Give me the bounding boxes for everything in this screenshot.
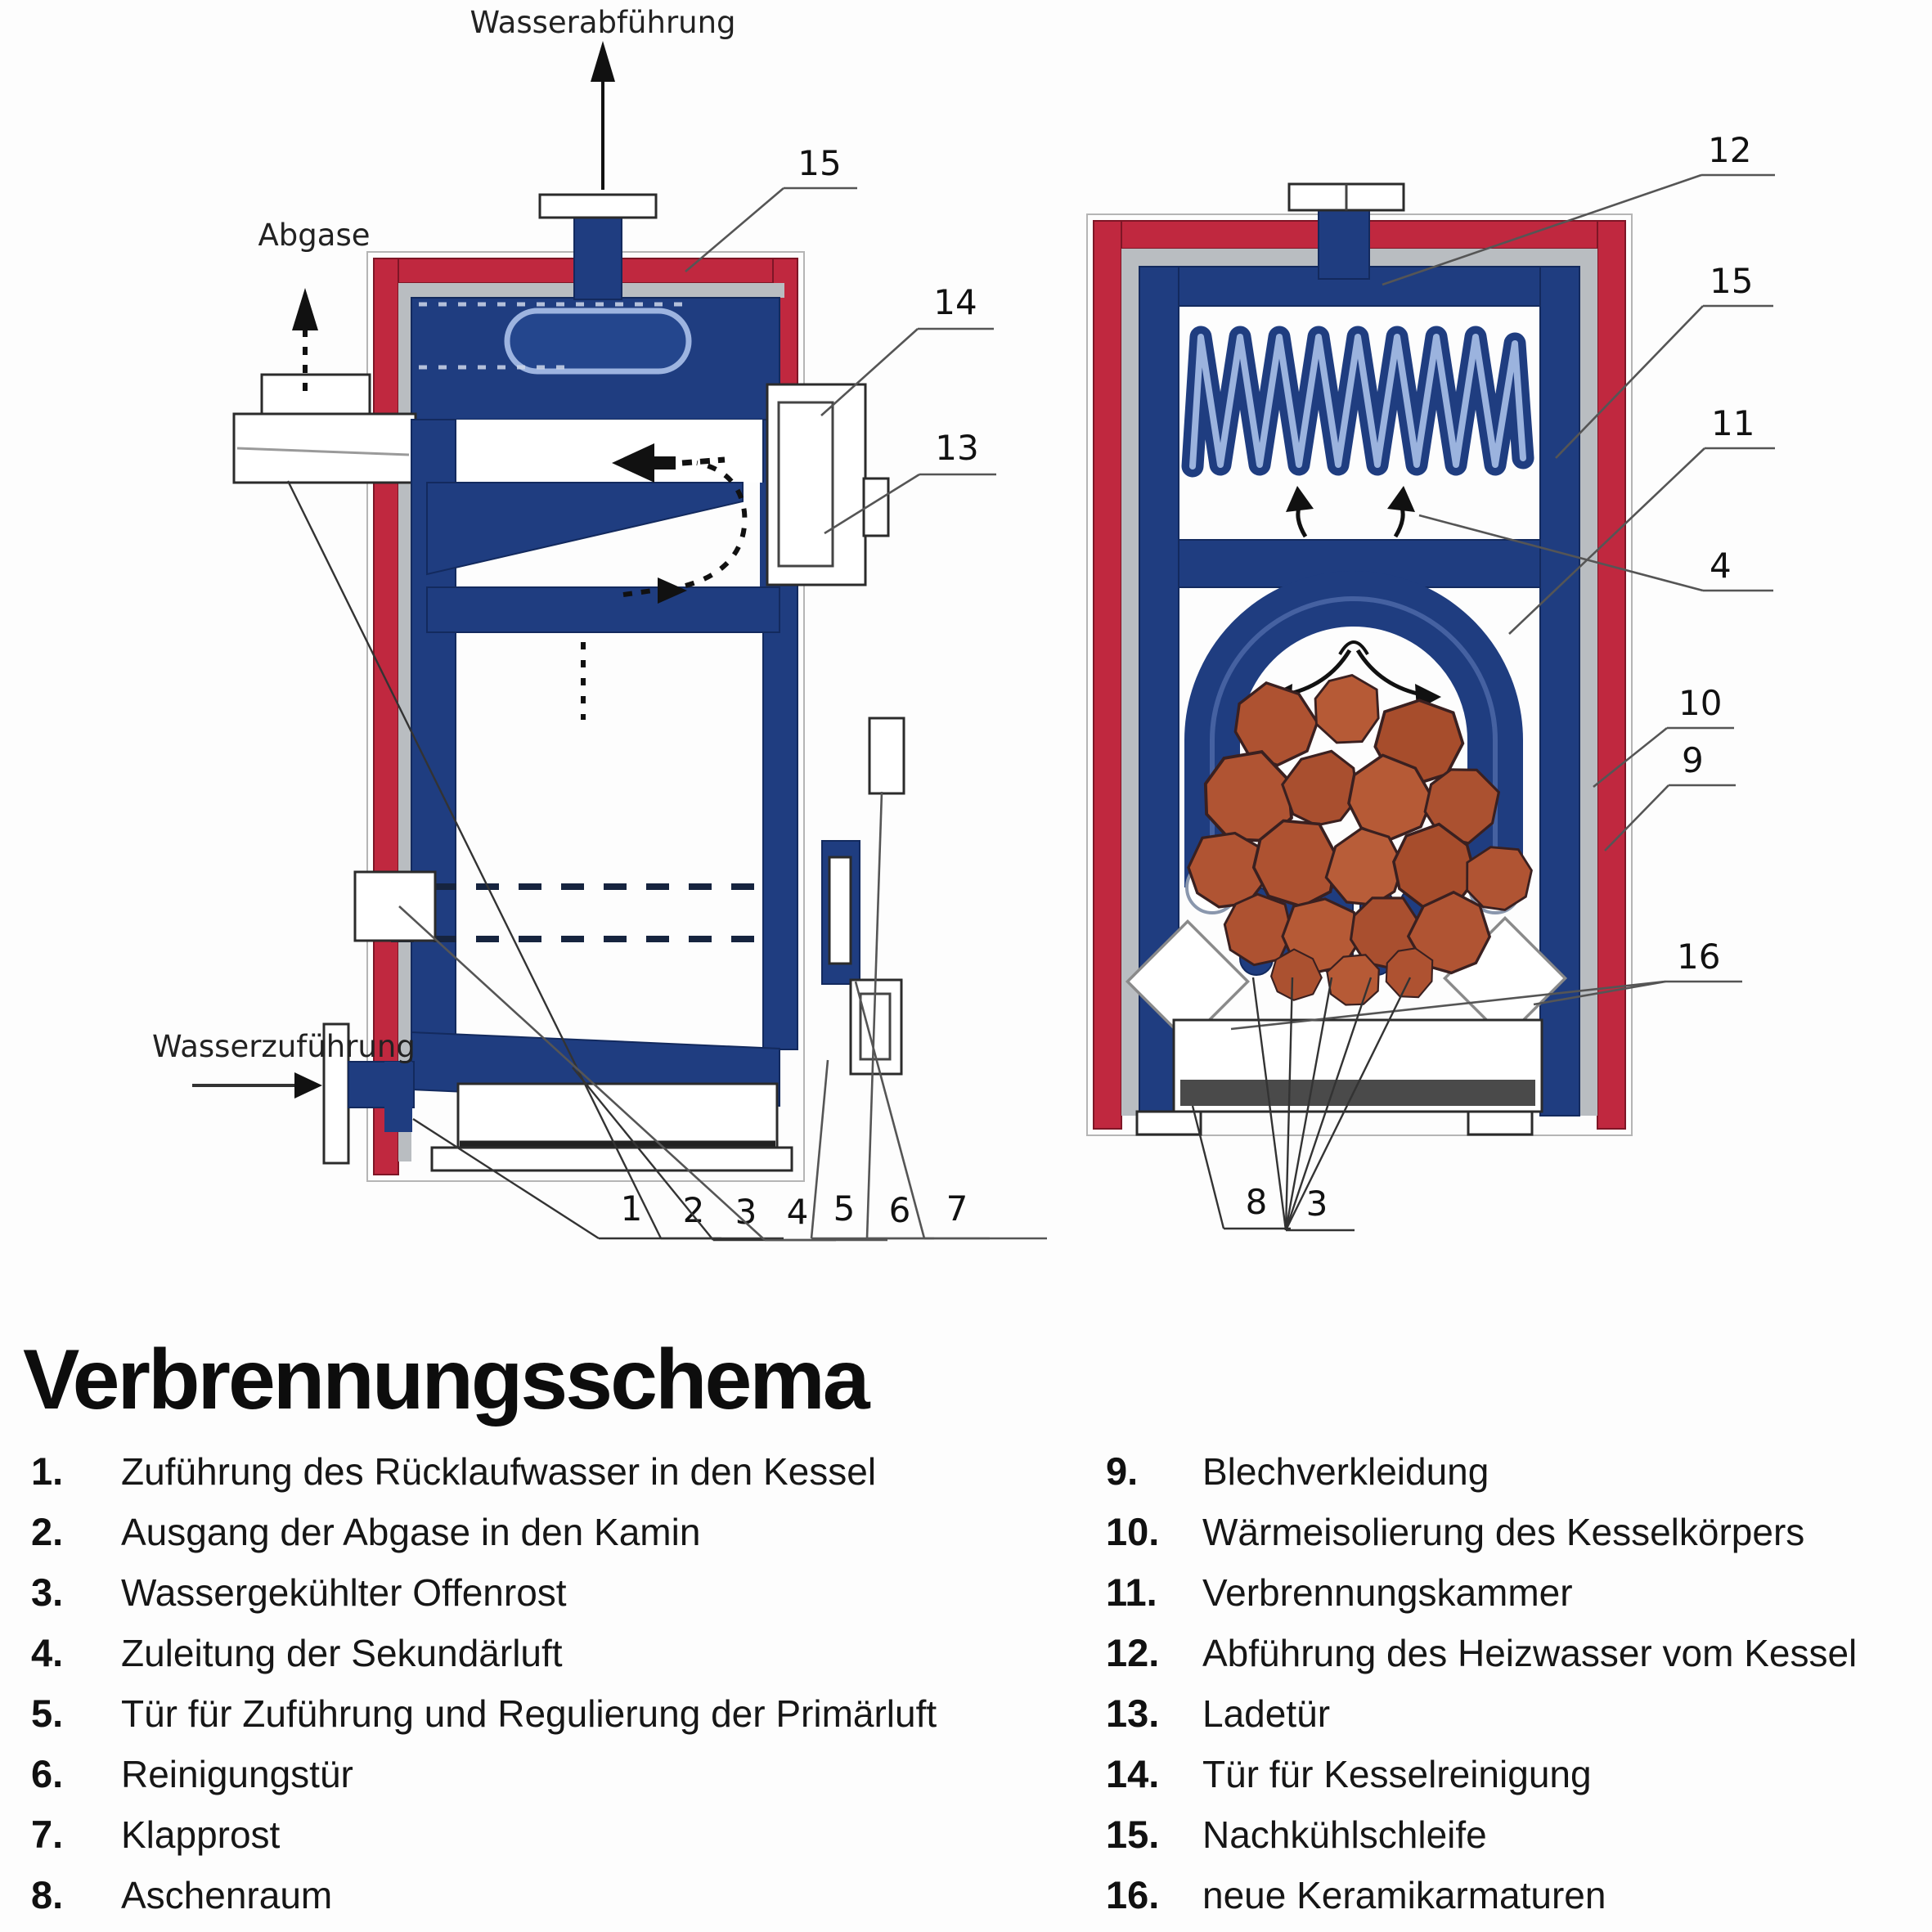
legend-num: 4.	[31, 1631, 64, 1674]
legend-label: Tür für Kesselreinigung	[1202, 1753, 1592, 1795]
svg-text:4: 4	[786, 1192, 809, 1232]
right-foot	[1468, 1112, 1532, 1134]
legend-num: 13.	[1106, 1692, 1160, 1735]
svg-text:12: 12	[1708, 130, 1752, 170]
svg-text:5: 5	[833, 1188, 856, 1229]
legend-label: Ladetür	[1202, 1692, 1331, 1735]
page-title: Verbrennungsschema	[23, 1332, 868, 1427]
after-cooling-coil	[1193, 337, 1523, 466]
legend-label: Abführung des Heizwasser vom Kessel	[1202, 1632, 1858, 1674]
svg-text:3: 3	[735, 1192, 757, 1232]
svg-text:9: 9	[1682, 740, 1704, 780]
ash-box	[432, 1084, 792, 1170]
legend-label: Wärmeisolierung des Kesselkörpers	[1202, 1511, 1805, 1553]
legend-num: 2.	[31, 1510, 64, 1553]
afterburn-arrows	[1286, 486, 1415, 537]
svg-text:11: 11	[1711, 403, 1755, 443]
svg-text:13: 13	[935, 428, 979, 468]
left-boiler-diagram	[152, 5, 1047, 1240]
svg-text:8: 8	[1245, 1182, 1268, 1222]
legend-num: 10.	[1106, 1510, 1160, 1553]
svg-text:4: 4	[1710, 546, 1732, 586]
callout-8-right	[1193, 1106, 1291, 1229]
legend-label: Blechverkleidung	[1202, 1450, 1489, 1493]
legend-left-column	[31, 1449, 937, 1916]
legend-num: 7.	[31, 1813, 64, 1856]
legend-num: 16.	[1106, 1873, 1160, 1916]
legend-num: 14.	[1106, 1752, 1160, 1795]
flue-gas-label: Abgase	[258, 218, 371, 253]
legend-label: Zuleitung der Sekundärluft	[121, 1632, 563, 1674]
legend-num: 6.	[31, 1752, 64, 1795]
left-foot	[1137, 1112, 1201, 1134]
chamber-ceiling	[427, 587, 780, 632]
legend-label: Verbrennungskammer	[1202, 1571, 1573, 1614]
left-top-water-tank	[411, 298, 780, 420]
legend-label: Tür für Zuführung und Regulierung der Primärluft	[121, 1692, 937, 1735]
legend-num: 15.	[1106, 1813, 1160, 1856]
legend-num: 8.	[31, 1873, 64, 1916]
legend-label: Wassergekühlter Offenrost	[121, 1571, 567, 1614]
svg-text:1: 1	[620, 1188, 643, 1229]
inlet-arrow	[294, 1072, 322, 1099]
svg-text:10: 10	[1678, 683, 1723, 723]
svg-text:14: 14	[933, 282, 977, 322]
flue-channel	[411, 420, 773, 483]
svg-text:15: 15	[798, 143, 842, 183]
legend-label: Reinigungstür	[121, 1753, 353, 1795]
legend-label: Ausgang der Abgase in den Kamin	[121, 1511, 701, 1553]
water-inlet-label: Wasserzuführung	[152, 1029, 416, 1064]
legend-num: 1.	[31, 1449, 64, 1493]
legend-num: 5.	[31, 1692, 64, 1735]
svg-text:16: 16	[1677, 937, 1721, 977]
water-outlet-label: Wasserabführung	[470, 5, 736, 40]
water-outlet-arrow	[591, 41, 615, 190]
svg-text:2: 2	[682, 1190, 705, 1230]
right-boiler-diagram	[1087, 130, 1775, 1230]
side-pocket	[355, 872, 435, 941]
legend-num: 3.	[31, 1570, 64, 1614]
legend-label: Aschenraum	[121, 1874, 333, 1916]
right-ash-box	[1137, 1020, 1542, 1134]
svg-text:6: 6	[888, 1190, 911, 1230]
legend-label: Nachkühlschleife	[1202, 1813, 1487, 1856]
svg-text:3: 3	[1305, 1184, 1328, 1224]
legend-label: Klapprost	[121, 1813, 281, 1856]
svg-text:15: 15	[1710, 261, 1754, 301]
svg-text:7: 7	[946, 1188, 968, 1229]
legend-num: 12.	[1106, 1631, 1160, 1674]
legend-label: Zuführung des Rücklaufwasser in den Kessel	[121, 1450, 877, 1493]
cooling-loop-capsule	[507, 311, 689, 371]
wedge-baffle	[427, 483, 743, 574]
legend-num: 11.	[1106, 1570, 1157, 1614]
legend-label: neue Keramikarmaturen	[1202, 1874, 1606, 1916]
small-cleanout-door	[869, 718, 904, 793]
legend-right-column	[1106, 1449, 1857, 1916]
legend-num: 9.	[1106, 1449, 1139, 1493]
